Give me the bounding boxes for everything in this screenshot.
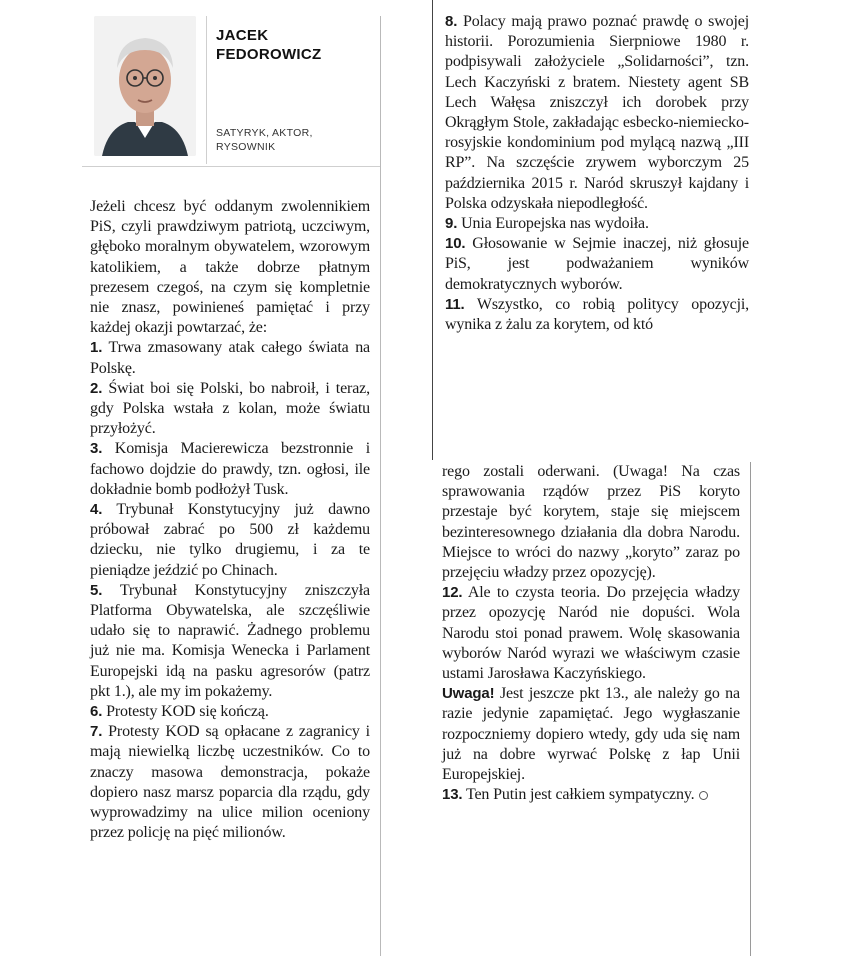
right-column-top-text (433, 0, 759, 335)
right-column-top (432, 0, 759, 460)
left-column (82, 16, 381, 956)
header-divider (206, 16, 207, 164)
warning-paragraph (442, 684, 740, 785)
point-number: 10. (445, 235, 466, 253)
portrait-illustration (94, 16, 196, 156)
intro-paragraph: Jeżeli chcesz być oddanym zwolennikiem PiS, czyli prawdziwym patriotą, uczciwym, głęboko moralnym obywatelem, wzorowym katolikiem, a także dobrze płatnym prezesem czegoś, na czym się kompletnie nie znasz, powinieneś pamiętać i przy każdej okazji powtarzać, że: (90, 198, 370, 337)
author-first-name: JACEK (216, 27, 269, 44)
point-number: 2. (90, 379, 103, 397)
point-text: Wszystko, co robią politycy opozycji, wynika z żalu za korytem, od któ (445, 295, 750, 334)
point-11 (445, 295, 749, 335)
author-last-name: FEDOROWICZ (216, 46, 322, 63)
point-2 (90, 379, 370, 440)
point-13 (442, 785, 740, 805)
point-11-continuation: rego zostali oderwani. (Uwaga! Na czas sprawowania rządów przez PiS koryto przestaje być korytem, staje się miejscem bezinteresownego działania dla dobra Narodu. Miejsce to wróci do nazwy „koryto” zaraz po przejęciu władzy przez opozycję). (442, 463, 740, 582)
point-text: Trwa zmasowany atak całego świata na Polskę. (90, 339, 371, 377)
point-text: Ale to czysta teoria. Do przejęcia władzy przez opozycję Naród nie dopuści. Wola Narodu stoi ponad prawem. Wolę skasowania wyborów Naród wyrazi we właściwym czasie ustami Jarosława Kaczyńskiego. (442, 584, 741, 683)
point-text: Komisja Macierewicza bezstronnie i fachowo dojdzie do prawdy, tzn. ogłosi, ile dokładnie bomb podłożył Tusk. (90, 440, 370, 498)
point-3 (90, 439, 370, 500)
point-4 (90, 500, 370, 581)
point-number: 12. (442, 584, 463, 602)
author-role-line-1: SATYRYK, AKTOR, (216, 127, 313, 139)
author-name (216, 26, 366, 64)
point-8 (445, 12, 749, 214)
point-number: 6. (90, 703, 103, 721)
point-text: Ten Putin jest całkiem sympatyczny. (465, 786, 695, 804)
point-12 (442, 583, 740, 684)
point-10 (445, 234, 749, 295)
author-portrait-photo (94, 16, 196, 156)
author-role (216, 126, 366, 154)
point-text: Unia Europejska nas wydoiła. (461, 215, 649, 233)
point-text: Trybunał Konstytucyjny już dawno próbował zabrać po 500 zł każdemu dziecku, nie tylko drugiemu, i za te pieniądze jeździć po Chinach. (90, 501, 370, 579)
point-number: 4. (90, 501, 103, 519)
point-9 (445, 214, 749, 234)
point-number: 7. (90, 723, 103, 741)
point-text: Protesty KOD się kończą. (106, 703, 269, 721)
point-7 (90, 722, 370, 843)
right-column-bottom (432, 462, 751, 956)
point-text: Protesty KOD są opłacane z zagranicy i mają niewielką liczbę uczestników. Co to znaczy masowa demonstracja, pokaże dopiero nasz marsz poparcia dla rządu, gdy wyprowadzimy na ulice milion oceniony przez policję na pięć milionów. (90, 723, 370, 842)
point-number: 11. (445, 295, 465, 313)
point-number: 3. (90, 440, 103, 458)
point-1 (90, 338, 370, 378)
point-number: 13. (442, 786, 463, 804)
point-text: Świat boi się Polski, bo nabroił, i teraz, gdy Polska wstała z kolan, może światu przyłożyć. (90, 379, 370, 438)
right-column-bottom-text (432, 462, 750, 805)
warning-text: Jest jeszcze pkt 13., ale należy go na razie jedynie zapamiętać. Jego wygłaszanie rozpoczniemy dopiero wtedy, gdy uda się nam już na dobre wyrwać Polskę z łap Unii Europejskiej. (442, 685, 740, 784)
point-6 (90, 702, 370, 722)
point-5 (90, 581, 370, 702)
point-number: 5. (90, 581, 103, 599)
author-header (82, 16, 380, 167)
point-text: Polacy mają prawo poznać prawdę o swojej historii. Porozumienia Sierpniowe 1980 r. podpisywali założyciele „Solidarności”, tzn. Lech Kaczyński z bratem. Niestety agent SB Lech Wałęsa zniszczył ich dorobek przy Okrągłym Stole, zakładając esbecko-niemiecko-rosyjskie kondominium pod mylącą nazwą „III RP”. Na szczęście zrywem wyborczym 25 października 2015 r. Naród skruszył kajdany i Polska odzyskała niepodległość. (445, 13, 749, 212)
warning-label: Uwaga! (442, 685, 495, 703)
left-column-text (82, 167, 380, 844)
end-mark-icon (699, 791, 708, 800)
point-number: 8. (445, 13, 458, 30)
point-text: Trybunał Konstytucyjny zniszczyła Platforma Obywatelska, ale szczęśliwie udało się to naprawić. Żadnego problemu już nie ma. Komisja Wenecka i Parlament Europejski idą na pasku agresorów (patrz pkt 1.), ale my im pokażemy. (90, 581, 370, 700)
point-number: 1. (90, 339, 103, 357)
point-text: Głosowanie w Sejmie inaczej, niż głosuje PiS, jest podważaniem wyników demokratycznych wyborów. (445, 235, 749, 293)
author-role-line-2: RYSOWNIK (216, 141, 276, 153)
point-number: 9. (445, 215, 458, 233)
